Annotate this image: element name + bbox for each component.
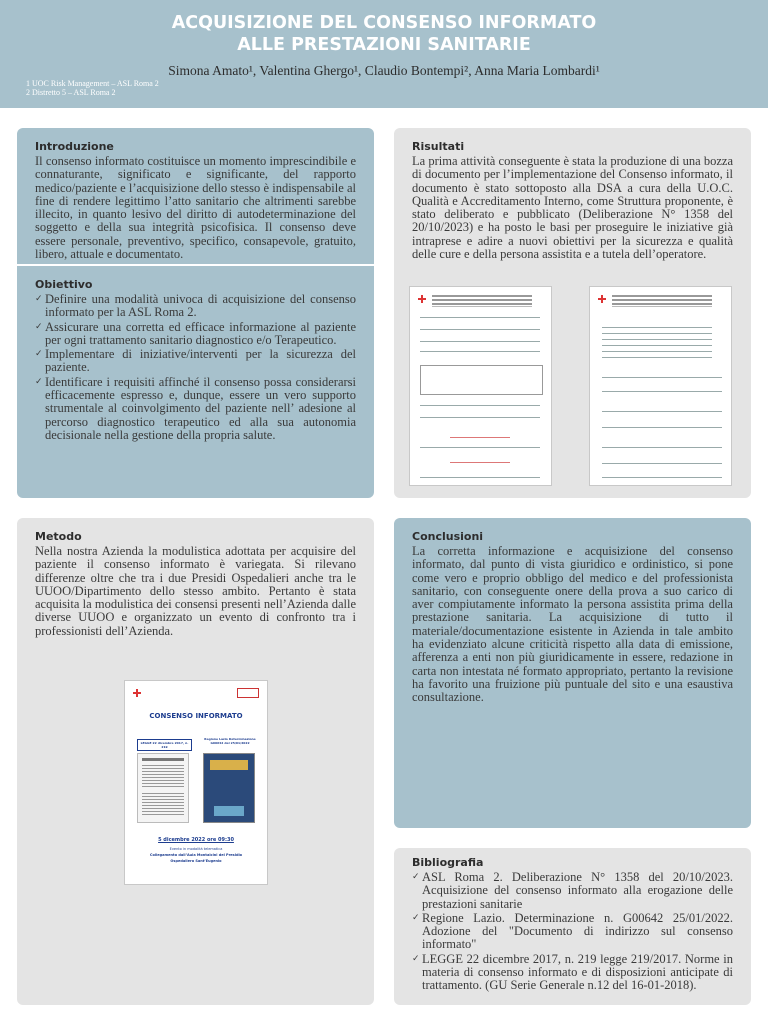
method-heading: Metodo [35, 530, 82, 543]
flyer-date: 5 dicembre 2022 ore 09:30 [158, 837, 234, 843]
flyer-left-label: LEGGE 22 dicembre 2017, n. 219 [137, 739, 192, 751]
header-banner [0, 0, 768, 108]
intro-objective-panel [17, 128, 374, 498]
flyer-line-2: Collegamento dall’Aula Montalcini del Presidio [149, 853, 243, 857]
asl-logo-icon [133, 689, 141, 697]
conclusions-panel [394, 518, 751, 828]
affiliation-1: 1 UOC Risk Management – ASL Roma 2 [26, 79, 159, 88]
list-item: ✓ Implementare di iniziative/interventi per la sicurezza del paziente. [35, 348, 356, 375]
conclusions-heading: Conclusioni [412, 530, 484, 543]
regione-lazio-logo [237, 688, 259, 698]
objective-list [35, 293, 356, 442]
objective-heading: Obiettivo [35, 278, 93, 291]
results-text: La prima attività conseguente è stata la produzione di una bozza di documento per l’implementazione del Consenso informato, il documento è stato sottoposto alla DSA a cura della U.O.C. Qualità e Accreditamento Interno, come Struttura proponente, è stato deliberato e pubblicato (Deliberazione N° 1358 del 20/10/2023) e ha posto le basi per proseguire le iniziative già intraprese e adire a nuovi obiettivi per la sicurezza e qualità delle cure e della persona assistita e a tutela dell’operatore. [412, 154, 733, 262]
flyer-line-1: Evento in modalità telematica [169, 847, 223, 851]
flyer-right-label: Regione Lazio Determinazione G00642 del 25/01/2022 [204, 737, 256, 745]
title-line-1: ACQUISIZIONE DEL CONSENSO INFORMATO [171, 13, 597, 33]
asl-logo-icon [418, 295, 426, 303]
list-item: ✓ ASL Roma 2. Deliberazione N° 1358 del 20/10/2023. Acquisizione del consenso informato alla erogazione delle prestazioni sanitarie [412, 871, 733, 911]
consent-form-image-1 [409, 286, 552, 486]
results-panel [394, 128, 751, 498]
list-item: ✓ Identificare i requisiti affinché il consenso possa considerarsi efficacemente espresso e, dunque, essere un vero supporto strumentale al coinvolgimento del paziente nell’ adesione al percorso diagnostico terapeutico ed alla sua autonomia decisionale nella gestione della propria salute. [35, 376, 356, 442]
asl-logo-icon [598, 295, 606, 303]
intro-text: Il consenso informato costituisce un momento imprescindibile e connaturante, significato e significante, del rapporto medico/paziente e l’acquisizione dello stesso è indispensabile al fine di rendere legittimo l’atto sanitario che altrimenti sarebbe illecito, in quanto lesivo del diritto di autodeterminazione del soggetto e della sua integrità psicofisica. Il consenso deve essere personale, preventivo, specifico, consapevole, gratuito, libero, attuale e documentato. [35, 154, 356, 262]
method-text: Nella nostra Azienda la modulistica adottata per acquisire del paziente il consenso informato è variegata. Si rilevano differenze oltre che tra i due Presidi Ospedalieri anche tra le UUOO/Dipartimento dello stesso ambito. Pertanto è stata acquisita la modulistica dei consensi presenti nell’Azienda dalle diverse UUOO e organizzato un evento di confronto tra i professionisti dell’Azienda. [35, 544, 356, 638]
affiliation-2: 2 Distretto 5 – ASL Roma 2 [26, 88, 116, 97]
panel-divider [17, 264, 374, 266]
list-item: ✓ Assicurare una corretta ed efficace informazione al paziente per ogni trattamento sanitario diagnostico e/o Terapeutico. [35, 321, 356, 348]
consent-form-image-2 [589, 286, 732, 486]
gazzetta-thumbnail [137, 753, 189, 823]
list-item: ✓ LEGGE 22 dicembre 2017, n. 219 legge 219/2017. Norme in materia di consenso informato e di disposizioni anticipate di trattamento. (GU Serie Generale n.12 del 16-01-2018). [412, 953, 733, 993]
authors: Simona Amato¹, Valentina Ghergo¹, Claudio Bontempi², Anna Maria Lombardi¹ [168, 63, 600, 78]
intro-heading: Introduzione [35, 140, 114, 153]
bibliography-heading: Bibliografia [412, 856, 484, 869]
bibliography-panel [394, 848, 751, 1005]
title-line-2: ALLE PRESTAZIONI SANITARIE [237, 35, 531, 55]
bibliography-list [412, 871, 733, 993]
flyer-line-3: Ospedaliero Sant’Eugenio [170, 859, 222, 863]
list-item: ✓ Regione Lazio. Determinazione n. G00642 25/01/2022. Adozione del "Documento di indirizzo sul consenso informato" [412, 912, 733, 952]
results-heading: Risultati [412, 140, 465, 153]
method-panel [17, 518, 374, 1005]
poster-title [0, 12, 768, 56]
conclusions-text: La corretta informazione e acquisizione del consenso informato, dal punto di vista giuridico e ordinistico, si pone come vero e proprio obbligo del medico e del professionista sanitario, con conseguente onere della prova a suo carico di aver compiutamente informato la persona assistita prima della prestazione sanitaria. La acquisizione di tutto il materiale/documentazione esistente in Azienda in tale ambito ha evidenziato alcune criticità rispetto alla data di emissione, afferenza a enti non più giuridicamente in essere, redazione in carta non intestata né formato appropriato, pertanto la revisione ha favorito una fruizione più puntuale del sito e una esaustiva consultazione. [412, 544, 733, 705]
documento-thumbnail [203, 753, 255, 823]
event-flyer-image [124, 680, 268, 885]
list-item: ✓ Definire una modalità univoca di acquisizione del consenso informato per la ASL Roma 2. [35, 293, 356, 320]
affiliations [26, 79, 159, 97]
flyer-title: CONSENSO INFORMATO [149, 712, 243, 720]
